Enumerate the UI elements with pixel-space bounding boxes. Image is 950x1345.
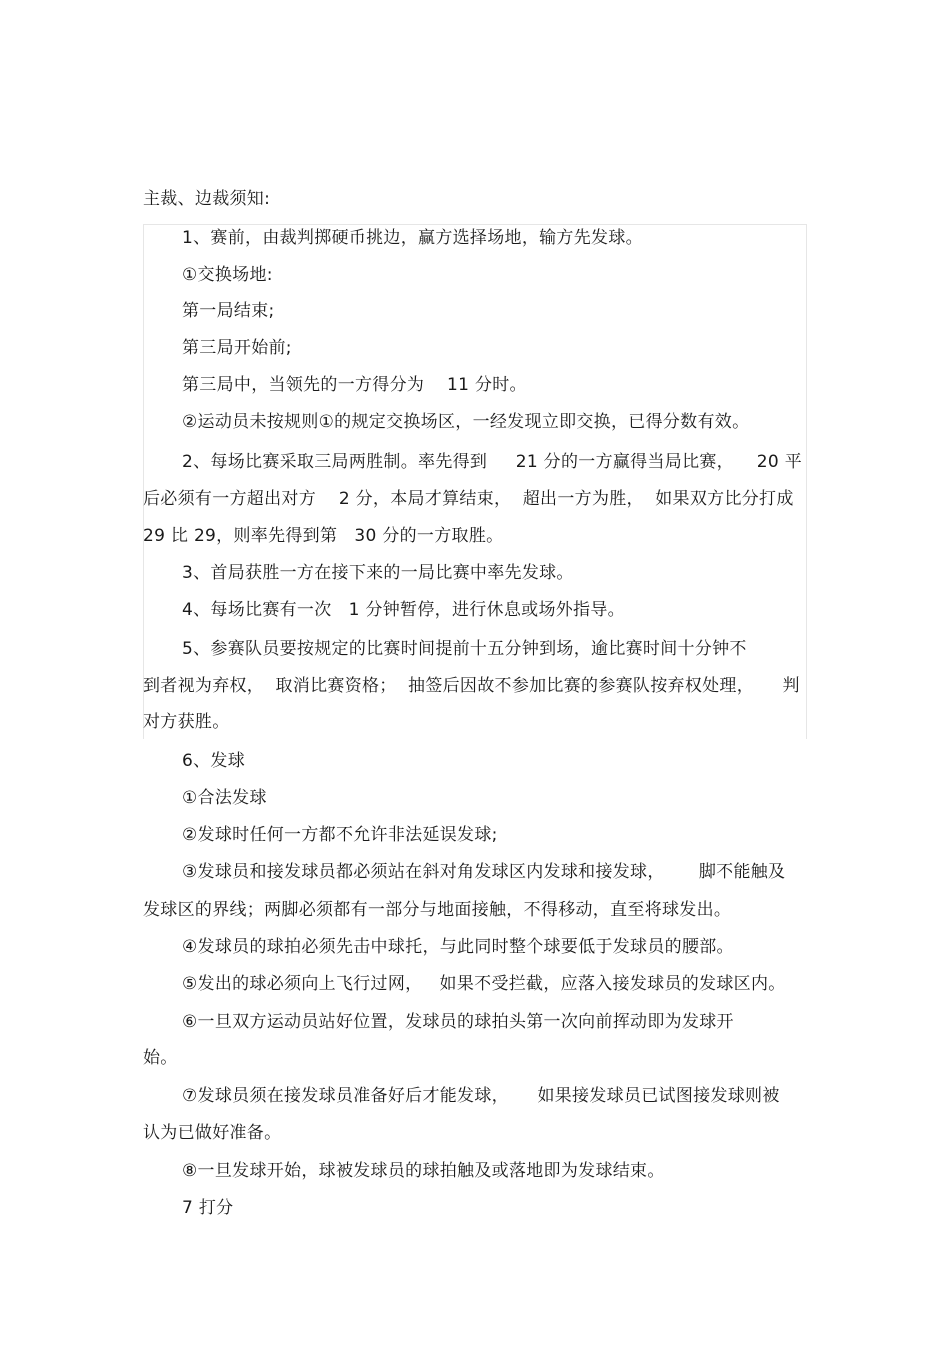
- text-line: 第一局结束;: [182, 301, 275, 321]
- text-line: ⑦发球员须在接发球员准备好后才能发球， 如果接发球员已试图接发球则被: [182, 1086, 780, 1106]
- text-line: 4、每场比赛有一次 1 分钟暂停，进行休息或场外指导。: [182, 600, 625, 620]
- cell-border-left: [143, 224, 144, 739]
- text-line: ⑧一旦发球开始，球被发球员的球拍触及或落地即为发球结束。: [182, 1161, 665, 1181]
- cell-border-top: [143, 224, 807, 225]
- document-heading: 主裁、边裁须知:: [143, 189, 271, 209]
- text-line: ①合法发球: [182, 788, 267, 808]
- text-line: 6、发球: [182, 751, 246, 771]
- text-line: ⑤发出的球必须向上飞行过网， 如果不受拦截，应落入接发球员的发球区内。: [182, 974, 786, 994]
- text-line: ②发球时任何一方都不允许非法延误发球;: [182, 825, 498, 845]
- text-line: ①交换场地:: [182, 265, 273, 285]
- text-line: 29 比 29，则率先得到第 30 分的一方取胜。: [143, 526, 504, 546]
- text-line: ④发球员的球拍必须先击中球托，与此同时整个球要低于发球员的腰部。: [182, 937, 734, 957]
- text-line: 5、参赛队员要按规定的比赛时间提前十五分钟到场，逾比赛时间十分钟不: [182, 639, 747, 659]
- cell-border-right: [806, 224, 807, 739]
- text-line: 2、每场比赛采取三局两胜制。率先得到 21 分的一方赢得当局比赛， 20 平: [182, 452, 803, 472]
- text-line: ③发球员和接发球员都必须站在斜对角发球区内发球和接发球， 脚不能触及: [182, 862, 786, 882]
- text-line: 认为已做好准备。: [143, 1123, 282, 1143]
- text-line: ⑥一旦双方运动员站好位置，发球员的球拍头第一次向前挥动即为发球开: [182, 1012, 734, 1032]
- text-line: ②运动员未按规则①的规定交换场区，一经发现立即交换，已得分数有效。: [182, 412, 750, 432]
- text-line: 第三局中，当领先的一方得分为 11 分时。: [182, 375, 527, 395]
- text-line: 对方获胜。: [143, 712, 230, 732]
- text-line: 第三局开始前;: [182, 338, 292, 358]
- text-line: 始。: [143, 1048, 178, 1068]
- text-line: 7 打分: [182, 1198, 234, 1218]
- text-line: 3、首局获胜一方在接下来的一局比赛中率先发球。: [182, 563, 574, 583]
- text-line: 到者视为弃权， 取消比赛资格； 抽签后因故不参加比赛的参赛队按弃权处理， 判: [143, 676, 800, 696]
- text-line: 发球区的界线；两脚必须都有一部分与地面接触，不得移动，直至将球发出。: [143, 900, 732, 920]
- text-line: 后必须有一方超出对方 2 分，本局才算结束， 超出一方为胜， 如果双方比分打成: [143, 489, 794, 509]
- text-line: 1、赛前，由裁判掷硬币挑边，赢方选择场地，输方先发球。: [182, 228, 643, 248]
